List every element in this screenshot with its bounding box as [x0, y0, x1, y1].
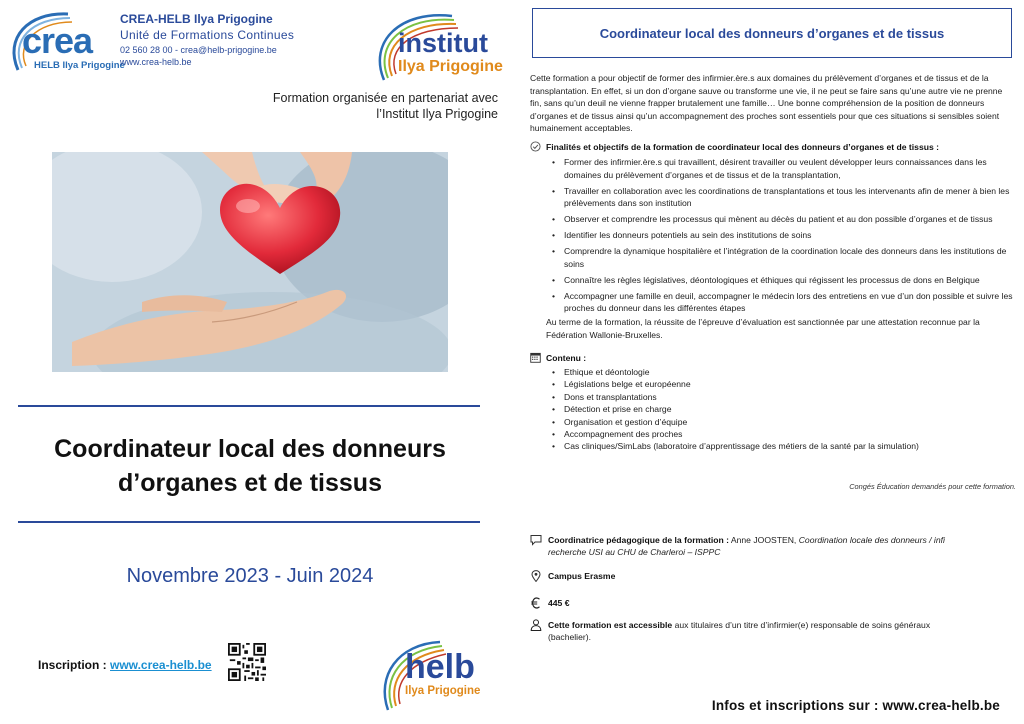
speech-bubble-icon [530, 534, 542, 546]
check-circle-icon [530, 141, 541, 152]
campus-name: Campus Erasme [548, 571, 616, 581]
coordinator-label: Coordinatrice pédagogique de la formation : [548, 535, 729, 545]
certification-note: Au terme de la formation, la réussite de l’épreuve d’évaluation est sanctionnée par une attestation reconnue par la Fédération Wallonie-Bruxelles. [546, 317, 980, 340]
list-item: • Identifier les donneurs potentiels au sein des institutions de soins [548, 229, 1018, 242]
access-detail: aux titulaires d’un titre d’infirmier(e) responsable de soins généraux (bachelier). [548, 620, 931, 643]
person-icon [530, 619, 542, 631]
euro-icon [530, 597, 542, 609]
institut-logo-word: institut [398, 28, 488, 58]
org-contact: 02 560 28 00 - crea@helb-prigogine.be [120, 45, 277, 55]
list-item: • Dons et transplantations [548, 391, 1018, 403]
cover-title-line-2: d’organes et de tissus [118, 469, 382, 497]
list-item: • Observer et comprendre les processus qui mènent au décès du patient et au don possible d’organes et de tissus [548, 213, 1018, 226]
partnership-line-2: l’Institut Ilya Prigogine [376, 107, 498, 121]
footer-info: Infos et inscriptions sur : www.crea-helb.be [711, 698, 1000, 713]
cover-title-line-1: Coordinateur local des donneurs [54, 435, 446, 463]
helb-logo-word: helb [405, 648, 475, 686]
price-row [530, 597, 570, 609]
partnership-note [200, 90, 498, 122]
helb-logo-subtitle: Ilya Prigogine [405, 685, 481, 697]
org-unit: Unité de Formations Continues [120, 28, 295, 42]
inscription-label: Inscription : [38, 658, 107, 672]
list-item: • Accompagnement des proches [548, 428, 1018, 440]
title-divider-top [18, 405, 480, 407]
coordinator-row [530, 534, 970, 559]
institut-logo-subtitle: Ilya Prigogine [398, 58, 503, 75]
objectives-heading [530, 141, 939, 152]
cover-title [20, 432, 480, 500]
access-label: Cette formation est accessible [548, 620, 673, 630]
price-value: 445 € [548, 598, 570, 608]
org-info [120, 12, 330, 67]
content-heading-text: Contenu : [546, 352, 587, 363]
partnership-line-1: Formation organisée en partenariat avec [272, 91, 498, 105]
content-list [548, 366, 1018, 453]
title-divider-bottom [18, 521, 480, 523]
list-item: • Législations belge et européenne [548, 378, 1018, 390]
objectives-heading-text: Finalités et objectifs de la formation de coordinateur local des donneurs d’organes et de tissus : [546, 141, 940, 152]
list-item: • Détection et prise en charge [548, 403, 1018, 415]
access-text [548, 619, 970, 644]
inscription-line [38, 658, 212, 672]
training-dates: Novembre 2023 - Juin 2024 [126, 565, 374, 587]
right-page [512, 0, 1024, 724]
hero-photo-heart-hands [52, 152, 448, 372]
location-pin-icon [530, 570, 542, 582]
list-item: • Ethique et déontologie [548, 366, 1018, 378]
access-row [530, 619, 970, 644]
crea-logo-word: crea [22, 20, 93, 61]
coordinator-name: Anne JOOSTEN, [728, 535, 799, 545]
objectives-list [548, 156, 1018, 318]
crea-logo-subtitle: HELB Ilya Prigogine [34, 60, 125, 71]
list-item: • Accompagner une famille en deuil, accompagner le médecin lors des entretiens en vue d’un don possible et suivre les proches du donneur dans les différentes étapes [548, 290, 1018, 315]
list-item: • Cas cliniques/SimLabs (laboratoire d’apprentissage des métiers de la santé par la simulation) [548, 440, 1018, 452]
coordinator-role: Coordination locale des donneurs / infi recherche USI au CHU de Charleroi – ISPPC [548, 535, 945, 558]
list-item: • Connaître les règles législatives, déontologiques et éthiques qui régissent les processus de dons en Belgique [548, 274, 1018, 287]
list-item: • Organisation et gestion d’équipe [548, 416, 1018, 428]
calendar-icon [530, 352, 541, 363]
campus-row [530, 570, 615, 582]
heart-hands-illustration [52, 152, 448, 372]
course-title-box [532, 8, 1012, 58]
org-name: CREA-HELB Ilya Prigogine [120, 12, 273, 26]
coordinator-text [548, 534, 970, 559]
course-title: Coordinateur local des donneurs d’organes et de tissus [599, 25, 945, 41]
inscription-link[interactable]: www.crea-helb.be [110, 658, 212, 672]
intro-paragraph: Cette formation a pour objectif de former des infirmier.ère.s aux domaines du prélèvement d’organes et de tissus et de la transplantation. En effet, si un don d’organe sauve ou transforme une vie, il ne peut se faire sans qu’une autre vie ne prenne fin, sans qu’un deuil ne vienne frapper brutalement une famille… Une bonne compréhension de la position de donneurs d’organes et de tissus ainsi qu’un accompagnement des proches sont essentiels pour que ces situations si sensibles soient humainement acceptables. [530, 73, 1003, 134]
list-item: • Former des infirmier.ère.s qui travaillent, désirent travailler ou veulent développer leurs connaissances dans les domaines du prélèvement d’organes et de tissus et de la transplantation, [548, 156, 1018, 181]
org-website[interactable]: www.crea-helb.be [120, 57, 192, 67]
list-item: • Comprendre la dynamique hospitalière et l’intégration de la coordination locale des donneurs dans les institutions de soins [548, 245, 1018, 270]
qr-code[interactable] [228, 643, 266, 681]
list-item: • Travailler en collaboration avec les coordinations de transplantations et tous les intervenants afin de mener à bien les prélèvements dans son institution [548, 185, 1018, 210]
conges-note: Congés Éducation demandés pour cette formation. [849, 482, 1016, 491]
content-heading [530, 352, 586, 363]
